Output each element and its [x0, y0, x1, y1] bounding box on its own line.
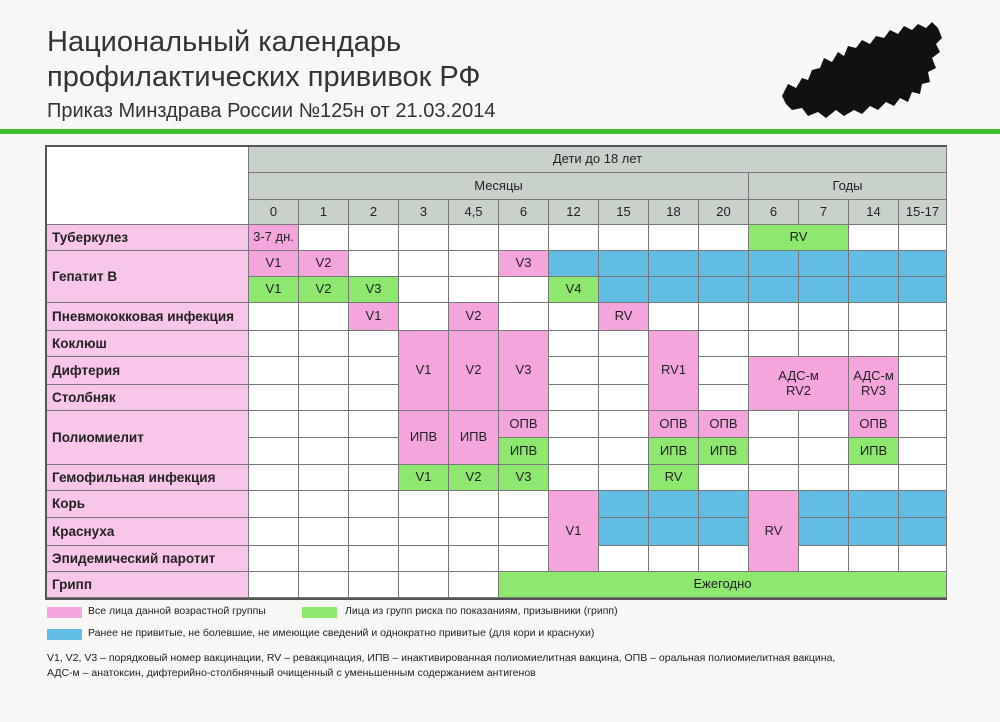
- empty-cell: [449, 518, 499, 546]
- schedule-cell: ИПВ: [449, 411, 499, 465]
- empty-cell: [699, 303, 749, 331]
- empty-cell: [699, 465, 749, 491]
- empty-cell: [399, 225, 449, 251]
- disease-label-measles: Корь: [47, 491, 249, 518]
- catchup-cell: [549, 251, 599, 277]
- empty-cell: [349, 465, 399, 491]
- empty-cell: [499, 518, 549, 546]
- empty-cell: [299, 357, 349, 385]
- legend-pink-swatch: [47, 607, 82, 618]
- empty-cell: [699, 385, 749, 411]
- disease-label-flu: Грипп: [47, 572, 249, 598]
- catchup-cell: [649, 491, 699, 518]
- legend-blue-swatch: [47, 629, 82, 640]
- empty-cell: [549, 385, 599, 411]
- schedule-cell: V2: [299, 251, 349, 277]
- empty-cell: [249, 438, 299, 465]
- empty-cell: [749, 411, 799, 438]
- schedule-cell: V1: [399, 331, 449, 411]
- empty-cell: [549, 225, 599, 251]
- empty-cell: [349, 331, 399, 357]
- page-title-line-1: Национальный календарь: [47, 26, 402, 58]
- empty-cell: [299, 303, 349, 331]
- empty-cell: [249, 411, 299, 438]
- schedule-cell: RV: [749, 225, 849, 251]
- catchup-cell: [849, 491, 899, 518]
- catchup-cell: [699, 251, 749, 277]
- schedule-cell: V1: [349, 303, 399, 331]
- empty-cell: [849, 465, 899, 491]
- disease-label-tb: Туберкулез: [47, 225, 249, 251]
- empty-cell: [499, 303, 549, 331]
- empty-cell: [449, 546, 499, 572]
- empty-cell: [249, 331, 299, 357]
- empty-cell: [399, 251, 449, 277]
- empty-cell: [249, 572, 299, 598]
- catchup-cell: [599, 251, 649, 277]
- empty-cell: [799, 438, 849, 465]
- empty-cell: [349, 385, 399, 411]
- catchup-cell: [749, 277, 799, 303]
- column-header: 7: [799, 200, 849, 225]
- empty-cell: [449, 572, 499, 598]
- disease-label-tetanus: Столбняк: [47, 385, 249, 411]
- russia-map-icon: [778, 18, 948, 126]
- schedule-cell: V2: [449, 331, 499, 411]
- schedule-cell: V3: [499, 331, 549, 411]
- empty-cell: [599, 357, 649, 385]
- empty-cell: [299, 411, 349, 438]
- empty-cell: [399, 277, 449, 303]
- empty-cell: [499, 277, 549, 303]
- empty-cell: [599, 465, 649, 491]
- empty-cell: [399, 491, 449, 518]
- empty-cell: [499, 225, 549, 251]
- empty-cell: [299, 491, 349, 518]
- schedule-cell: Ежегодно: [499, 572, 947, 598]
- empty-cell: [449, 251, 499, 277]
- empty-cell: [799, 303, 849, 331]
- column-header: 3: [399, 200, 449, 225]
- empty-cell: [899, 546, 947, 572]
- catchup-cell: [649, 251, 699, 277]
- empty-cell: [599, 331, 649, 357]
- disease-label-pneumo: Пневмококковая инфекция: [47, 303, 249, 331]
- empty-cell: [399, 572, 449, 598]
- catchup-cell: [799, 277, 849, 303]
- empty-cell: [799, 411, 849, 438]
- empty-cell: [249, 303, 299, 331]
- abbreviations-note-line-2: АДС-м – анатоксин, дифтерийно-столбнячный очищенный с уменьшенным содержанием антигенов: [47, 667, 536, 679]
- empty-cell: [399, 518, 449, 546]
- empty-cell: [799, 331, 849, 357]
- empty-cell: [399, 546, 449, 572]
- schedule-cell: АДС-м RV2: [749, 357, 849, 411]
- schedule-cell: V1: [549, 491, 599, 572]
- catchup-cell: [749, 251, 799, 277]
- empty-cell: [899, 357, 947, 385]
- catchup-cell: [899, 518, 947, 546]
- empty-cell: [549, 303, 599, 331]
- empty-cell: [649, 546, 699, 572]
- schedule-cell: V1: [249, 277, 299, 303]
- empty-cell: [399, 303, 449, 331]
- catchup-cell: [599, 277, 649, 303]
- empty-cell: [849, 303, 899, 331]
- empty-cell: [299, 572, 349, 598]
- empty-cell: [649, 303, 699, 331]
- schedule-cell: ИПВ: [499, 438, 549, 465]
- column-header: 15: [599, 200, 649, 225]
- schedule-cell: RV: [749, 491, 799, 572]
- schedule-cell: V2: [449, 303, 499, 331]
- empty-cell: [749, 303, 799, 331]
- empty-cell: [299, 438, 349, 465]
- schedule-cell: V2: [299, 277, 349, 303]
- empty-cell: [299, 518, 349, 546]
- schedule-cell: АДС-м RV3: [849, 357, 899, 411]
- empty-cell: [349, 357, 399, 385]
- empty-cell: [899, 465, 947, 491]
- column-header: 12: [549, 200, 599, 225]
- years-header: Годы: [749, 173, 947, 200]
- schedule-cell: V1: [399, 465, 449, 491]
- column-header: 18: [649, 200, 699, 225]
- disease-label-rubella: Краснуха: [47, 518, 249, 546]
- abbreviations-note-line-1: V1, V2, V3 – порядковый номер вакцинации, RV – ревакцинация, ИПВ – инактивированная полиомиелитная вакцина, ОПВ – оральная полиомиелитная вакцина,: [47, 652, 836, 664]
- legend-pink-label: Все лица данной возрастной группы: [88, 605, 266, 617]
- schedule-cell: V3: [499, 251, 549, 277]
- schedule-cell: ОПВ: [699, 411, 749, 438]
- catchup-cell: [699, 491, 749, 518]
- catchup-cell: [799, 491, 849, 518]
- group-header: Дети до 18 лет: [249, 147, 947, 173]
- empty-cell: [349, 518, 399, 546]
- schedule-cell: RV: [649, 465, 699, 491]
- months-header: Месяцы: [249, 173, 749, 200]
- schedule-cell: ИПВ: [649, 438, 699, 465]
- empty-cell: [299, 465, 349, 491]
- empty-cell: [899, 385, 947, 411]
- page-subtitle: Приказ Минздрава России №125н от 21.03.2014: [47, 100, 496, 122]
- catchup-cell: [599, 518, 649, 546]
- legend-green-swatch: [302, 607, 337, 618]
- page-title-line-2: профилактических прививок РФ: [47, 61, 481, 93]
- catchup-cell: [799, 251, 849, 277]
- empty-cell: [349, 546, 399, 572]
- schedule-cell: V3: [349, 277, 399, 303]
- column-header: 20: [699, 200, 749, 225]
- empty-cell: [699, 546, 749, 572]
- empty-cell: [599, 411, 649, 438]
- empty-cell: [749, 465, 799, 491]
- empty-cell: [699, 357, 749, 385]
- empty-cell: [849, 225, 899, 251]
- schedule-cell: ОПВ: [649, 411, 699, 438]
- empty-cell: [699, 331, 749, 357]
- empty-cell: [899, 411, 947, 438]
- catchup-cell: [699, 277, 749, 303]
- catchup-cell: [849, 277, 899, 303]
- empty-cell: [749, 331, 799, 357]
- disease-label-diphtheria: Дифтерия: [47, 357, 249, 385]
- schedule-cell: ИПВ: [849, 438, 899, 465]
- legend-blue-label: Ранее не привитые, не болевшие, не имеющие сведений и однократно привитые (для кори и краснухи): [88, 627, 595, 639]
- empty-cell: [549, 331, 599, 357]
- column-header: 0: [249, 200, 299, 225]
- empty-cell: [599, 225, 649, 251]
- empty-cell: [549, 357, 599, 385]
- catchup-cell: [649, 518, 699, 546]
- empty-cell: [799, 546, 849, 572]
- empty-cell: [299, 225, 349, 251]
- empty-cell: [549, 438, 599, 465]
- empty-cell: [699, 225, 749, 251]
- empty-cell: [349, 438, 399, 465]
- column-header: 4,5: [449, 200, 499, 225]
- schedule-cell: V2: [449, 465, 499, 491]
- table-corner: [47, 147, 249, 225]
- catchup-cell: [699, 518, 749, 546]
- disease-label-hepb: Гепатит В: [47, 251, 249, 303]
- empty-cell: [349, 491, 399, 518]
- schedule-cell: V3: [499, 465, 549, 491]
- empty-cell: [299, 546, 349, 572]
- legend-green-label: Лица из групп риска по показаниям, призывники (грипп): [345, 605, 618, 617]
- column-header: 14: [849, 200, 899, 225]
- empty-cell: [549, 465, 599, 491]
- catchup-cell: [849, 518, 899, 546]
- schedule-cell: RV: [599, 303, 649, 331]
- vaccination-schedule-table: [45, 145, 947, 600]
- empty-cell: [799, 465, 849, 491]
- disease-label-polio: Полиомиелит: [47, 411, 249, 465]
- empty-cell: [899, 438, 947, 465]
- empty-cell: [899, 225, 947, 251]
- schedule-cell: V1: [249, 251, 299, 277]
- empty-cell: [299, 385, 349, 411]
- schedule-cell: 3-7 дн.: [249, 225, 299, 251]
- disease-label-pertussis: Коклюш: [47, 331, 249, 357]
- disease-label-mumps: Эпидемический паротит: [47, 546, 249, 572]
- catchup-cell: [899, 251, 947, 277]
- catchup-cell: [899, 277, 947, 303]
- empty-cell: [349, 572, 399, 598]
- green-divider: [0, 129, 1000, 134]
- empty-cell: [649, 225, 699, 251]
- empty-cell: [749, 438, 799, 465]
- schedule-cell: ОПВ: [499, 411, 549, 438]
- column-header: 15-17: [899, 200, 947, 225]
- empty-cell: [299, 331, 349, 357]
- empty-cell: [449, 225, 499, 251]
- empty-cell: [849, 546, 899, 572]
- empty-cell: [499, 491, 549, 518]
- schedule-cell: RV1: [649, 331, 699, 411]
- catchup-cell: [599, 491, 649, 518]
- empty-cell: [349, 225, 399, 251]
- schedule-cell: V4: [549, 277, 599, 303]
- empty-cell: [249, 546, 299, 572]
- catchup-cell: [849, 251, 899, 277]
- empty-cell: [249, 385, 299, 411]
- empty-cell: [899, 303, 947, 331]
- empty-cell: [349, 251, 399, 277]
- column-header: 2: [349, 200, 399, 225]
- empty-cell: [249, 465, 299, 491]
- empty-cell: [449, 491, 499, 518]
- empty-cell: [349, 411, 399, 438]
- empty-cell: [449, 277, 499, 303]
- schedule-cell: ИПВ: [699, 438, 749, 465]
- empty-cell: [599, 546, 649, 572]
- catchup-cell: [899, 491, 947, 518]
- empty-cell: [499, 546, 549, 572]
- empty-cell: [549, 411, 599, 438]
- schedule-cell: ИПВ: [399, 411, 449, 465]
- column-header: 1: [299, 200, 349, 225]
- catchup-cell: [649, 277, 699, 303]
- column-header: 6: [499, 200, 549, 225]
- empty-cell: [899, 331, 947, 357]
- empty-cell: [849, 331, 899, 357]
- disease-label-hib: Гемофильная инфекция: [47, 465, 249, 491]
- column-header: 6: [749, 200, 799, 225]
- empty-cell: [249, 491, 299, 518]
- empty-cell: [249, 357, 299, 385]
- empty-cell: [599, 438, 649, 465]
- catchup-cell: [799, 518, 849, 546]
- schedule-cell: ОПВ: [849, 411, 899, 438]
- empty-cell: [249, 518, 299, 546]
- empty-cell: [599, 385, 649, 411]
